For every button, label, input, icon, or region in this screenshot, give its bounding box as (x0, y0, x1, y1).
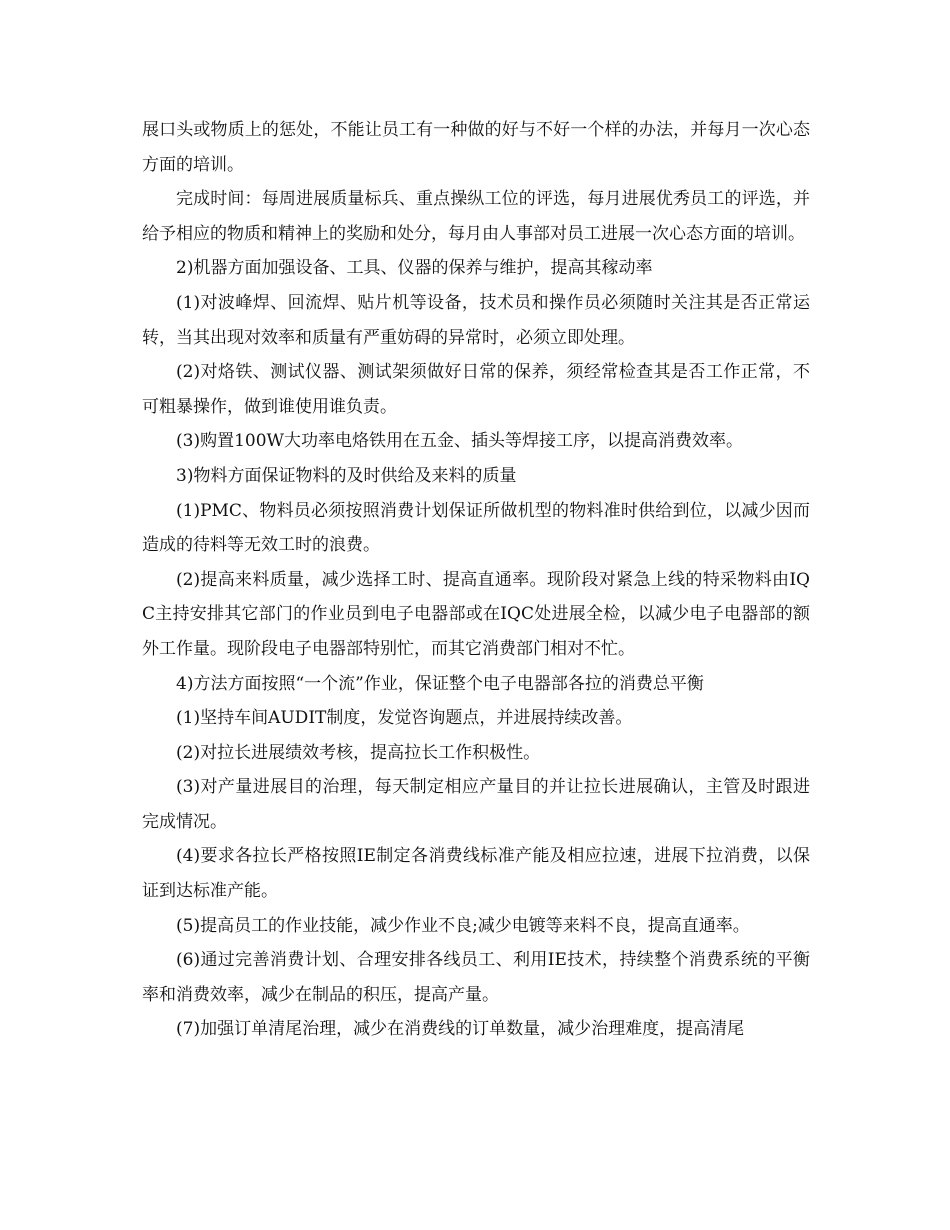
list-item: (2)对烙铁、测试仪器、测试架须做好日常的保养，须经常检查其是否工作正常，不可粗暴操作，做到谁使用谁负责。 (142, 362, 810, 417)
section-heading-method: 4)方法方面按照“一个流”作业，保证整个电子电器部各拉的消费总平衡 (176, 673, 704, 694)
paragraph: 完成时间：每周进展质量标兵、重点操纵工位的评选，每月进展优秀员工的评选，并给予相应的物质和精神上的奖励和处分，每月由人事部对员工进展一次心态方面的培训。 (142, 189, 810, 244)
list-item: (1)对波峰焊、回流焊、贴片机等设备，技术员和操作员必须随时关注其是否正常运转，当其出现对效率和质量有严重妨碍的异常时，必须立即处理。 (142, 292, 810, 348)
document-body (142, 113, 810, 1047)
list-item: (3)购置100W大功率电烙铁用在五金、插头等焊接工序，以提高消费效率。 (176, 431, 744, 452)
list-item: (1)坚持车间AUDIT制度，发觉咨询题点，并进展持续改善。 (176, 708, 633, 729)
list-item: (1)PMC、物料员必须按照消费计划保证所做机型的物料准时供给到位，以减少因而造成的待料等无效工时的浪费。 (142, 500, 810, 556)
list-item: (3)对产量进展目的治理，每天制定相应产量目的并让拉长进展确认，主管及时跟进完成情况。 (142, 777, 810, 832)
section-heading-material: 3)物料方面保证物料的及时供给及来料的质量 (176, 465, 517, 486)
list-item: (6)通过完善消费计划、合理安排各线员工、利用IE技术，持续整个消费系统的平衡率和消费效率，减少在制品的积压，提高产量。 (142, 950, 810, 1005)
list-item: (5)提高员工的作业技能，减少作业不良;减少电镀等来料不良，提高直通率。 (176, 915, 750, 936)
list-item: (4)要求各拉长严格按照IE制定各消费线标准产能及相应拉速，进展下拉消费，以保证到达标准产能。 (142, 846, 810, 902)
section-heading-machine: 2)机器方面加强设备、工具、仪器的保养与维护，提高其稼动率 (176, 258, 653, 279)
list-item: (2)提高来料质量，减少选择工时、提高直通率。现阶段对紧急上线的特采物料由IQC主持安排其它部门的作业员到电子电器部或在IQC处进展全检，以减少电子电器部的额外工作量。现阶段电子电器部特别忙，而其它消费部门相对不忙。 (142, 569, 810, 659)
list-item: (7)加强订单清尾治理，减少在消费线的订单数量，减少治理难度，提高清尾 (176, 1019, 745, 1040)
list-item: (2)对拉长进展绩效考核，提高拉长工作积极性。 (176, 742, 541, 763)
paragraph: 展口头或物质上的惩处，不能让员工有一种做的好与不好一个样的办法，并每月一次心态方面的培训。 (142, 120, 810, 175)
